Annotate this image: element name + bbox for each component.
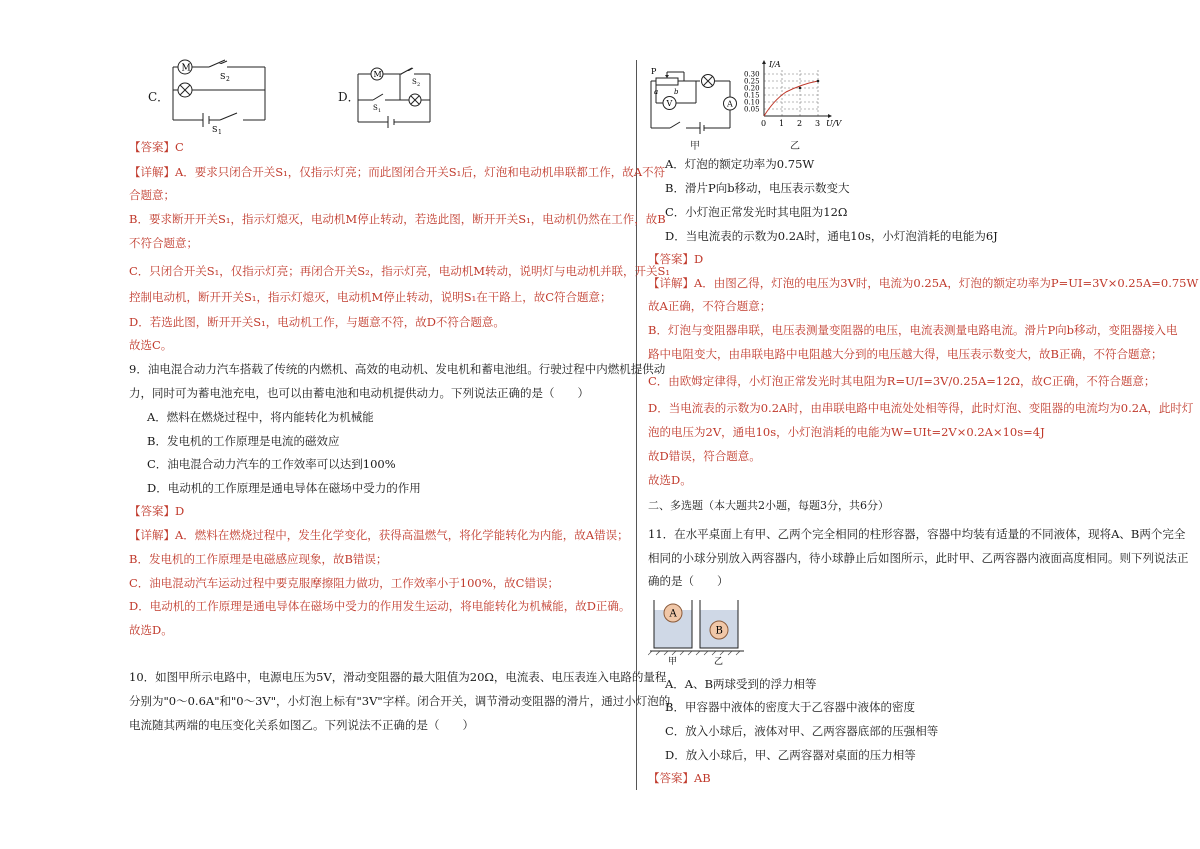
q10-option-c: C．小灯泡正常发光时其电阻为12Ω xyxy=(665,205,848,219)
q11-option-b: B．甲容器中液体的密度大于乙容器中液体的密度 xyxy=(665,700,915,714)
q8-detail-line: 不符合题意； xyxy=(129,236,198,250)
svg-text:a: a xyxy=(654,88,659,96)
circuit-jia-diagram xyxy=(648,62,748,138)
svg-text:S: S xyxy=(212,125,218,134)
graph-ylabel: I/A xyxy=(769,60,781,69)
q10-detail-line: C．由欧姆定律得，小灯泡正常发光时其电阻为R=U/I=3V/0.25A=12Ω，故C正确，不符合题意； xyxy=(648,374,1156,388)
q11-option-a: A．A、B两球受到的浮力相等 xyxy=(665,677,817,691)
q9-answer: 【答案】D xyxy=(129,504,185,518)
graph-ytick: 0.25 xyxy=(744,77,760,86)
q11-option-d: D．放入小球后，甲、乙两容器对桌面的压力相等 xyxy=(665,748,916,762)
q8-detail-line: D．若选此图，断开开关S₁，电动机工作，与题意不符，故D不符合题意。 xyxy=(129,315,505,329)
q11-stem-line: 11．在水平桌面上有甲、乙两个完全相同的柱形容器，容器中均装有适量的不同液体，现将A、B两个完全 xyxy=(648,527,1186,541)
svg-text:b: b xyxy=(674,88,679,96)
q10-stem-line: 电流随其两端的电压变化关系如图乙。下列说法不正确的是（ ） xyxy=(129,718,474,732)
q8-detail-line: 【详解】A．要求只闭合开关S₁，仅指示灯亮；而此图闭合开关S₁后，灯泡和电动机串联都工作，故A不符 xyxy=(129,165,666,179)
svg-text:S: S xyxy=(373,104,378,112)
circuit-d-diagram xyxy=(355,60,435,132)
svg-text:1: 1 xyxy=(378,108,382,114)
q9-option-b: B．发电机的工作原理是电流的磁效应 xyxy=(147,434,340,448)
container-yi-label: 乙 xyxy=(714,657,724,667)
q10-stem-line: 分别为"0～0.6A"和"0～3V"，小灯泡上标有"3V"字样。闭合开关，调节滑动变阻器的滑片，通过小灯泡的 xyxy=(129,694,671,708)
q10-option-d: D．当电流表的示数为0.2A时，通电10s，小灯泡消耗的电能为6J xyxy=(665,229,998,243)
container-jia-label: 甲 xyxy=(668,657,678,667)
graph-xlabel: U/V xyxy=(826,119,842,128)
graph-ytick: 0.30 xyxy=(744,70,760,79)
graph-ytick: 0.15 xyxy=(744,91,760,100)
q10-stem-line: 10．如图甲所示电路中，电源电压为5V，滑动变阻器的最大阻值为20Ω，电流表、电压表连入电路的量程 xyxy=(129,670,667,684)
ball-b-label: B xyxy=(715,625,723,637)
q8-answer: 【答案】C xyxy=(129,140,184,154)
svg-text:M: M xyxy=(181,63,191,74)
ball-a-label: A xyxy=(669,608,677,620)
q10-option-b: B．滑片P向b移动，电压表示数变大 xyxy=(665,181,850,195)
q11-option-c: C．放入小球后，液体对甲、乙两容器底部的压强相等 xyxy=(665,724,939,738)
q9-detail-line: 故选D。 xyxy=(129,623,173,637)
svg-text:S: S xyxy=(412,78,417,86)
svg-text:2: 2 xyxy=(417,82,421,88)
q10-detail-line: 故A正确，不符合题意； xyxy=(648,299,772,313)
graph-xtick: 3 xyxy=(815,119,821,128)
q10-detail-line: B．灯泡与变阻器串联，电压表测量变阻器的电压，电流表测量电路电流。滑片P向b移动，变阻器接入电 xyxy=(648,323,1178,337)
q10-option-a: A．灯泡的额定功率为0.75W xyxy=(665,157,815,171)
q10-detail-line: 路中电阻变大，由串联电路中电阻越大分到的电压越大得，电压表示数变大，故B正确，不符合题意； xyxy=(648,347,1163,361)
q9-detail-line: D．电动机的工作原理是通电导体在磁场中受力的作用发生运动，将电能转化为机械能，故D正确。 xyxy=(129,599,631,613)
graph-xtick: 1 xyxy=(779,119,785,128)
q10-answer: 【答案】D xyxy=(648,252,704,266)
circuit-c-diagram xyxy=(165,55,280,140)
q10-detail-line: D．当电流表的示数为0.2A时，由串联电路中电流处处相等得，此时灯泡、变阻器的电流均为0.2A，此时灯 xyxy=(648,401,1194,415)
svg-text:V: V xyxy=(666,99,673,108)
q9-option-c: C．油电混合动力汽车的工作效率可以达到100% xyxy=(147,457,396,471)
svg-text:1: 1 xyxy=(218,129,222,136)
q8-detail-line: 合题意； xyxy=(129,188,175,202)
figure-jia-caption: 甲 xyxy=(690,141,700,152)
graph-ytick: 0.05 xyxy=(744,105,760,114)
svg-text:P: P xyxy=(651,67,657,76)
svg-text:2: 2 xyxy=(226,76,230,83)
q9-stem-line: 力，同时可为蓄电池充电，也可以由蓄电池和电动机提供动力。下列说法正确的是（ ） xyxy=(129,386,589,400)
graph-xtick: 2 xyxy=(797,119,803,128)
option-d-label: D． xyxy=(338,90,360,104)
q9-detail-line: B．发电机的工作原理是电磁感应现象，故B错误； xyxy=(129,552,388,566)
graph-ytick: 0.10 xyxy=(744,98,760,107)
q8-detail-line: C．只闭合开关S₁，仅指示灯亮；再闭合开关S₂，指示灯亮，电动机M转动，说明灯与电动机并联，开关S₁ xyxy=(129,264,671,278)
q10-detail-line: 【详解】A．由图乙得，灯泡的电压为3V时，电流为0.25A，灯泡的额定功率为P=UI=3V×0.25A=0.75W xyxy=(648,276,1199,290)
q10-detail-line: 故D错误，符合题意。 xyxy=(648,449,761,463)
q9-option-d: D．电动机的工作原理是通电导体在磁场中受力的作用 xyxy=(147,481,421,495)
q8-detail-line: 故选C。 xyxy=(129,338,173,352)
figure-yi-caption: 乙 xyxy=(790,141,800,152)
q9-option-a: A．燃料在燃烧过程中，将内能转化为机械能 xyxy=(147,410,374,424)
q8-detail-line: 控制电动机，断开开关S₁，指示灯熄灭，电动机M停止转动，说明S₁在干路上，故C符合题意； xyxy=(129,290,612,304)
q9-detail-line: C．油电混动汽车运动过程中要克服摩擦阻力做功，工作效率小于100%，故C错误； xyxy=(129,576,559,590)
q9-detail-line: 【详解】A．燃料在燃烧过程中，发生化学变化，获得高温燃气，将化学能转化为内能，故A错误； xyxy=(129,528,629,542)
svg-text:A: A xyxy=(727,99,733,109)
q10-detail-line: 故选D。 xyxy=(648,473,692,487)
svg-text:S: S xyxy=(220,72,226,81)
graph-xtick: 0 xyxy=(761,119,767,128)
iu-graph xyxy=(742,60,852,140)
containers-figure xyxy=(648,596,748,668)
q11-stem-line: 相同的小球分别放入两容器内，待小球静止后如图所示，此时甲、乙两容器内液面高度相同。则下列说法正 xyxy=(648,551,1189,565)
graph-ytick: 0.20 xyxy=(744,84,760,93)
q8-detail-line: B．要求断开开关S₁，指示灯熄灭，电动机M停止转动，若选此图，断开开关S₁，电动机仍然在工作，故B xyxy=(129,212,666,226)
option-c-label: C． xyxy=(148,90,170,104)
q9-stem-line: 9．油电混合动力汽车搭载了传统的内燃机、高效的电动机、发电机和蓄电池组。行驶过程中内燃机提供动 xyxy=(129,362,666,376)
svg-text:M: M xyxy=(373,70,382,79)
section-multi-choice-heading: 二、多选题（本大题共2小题，每题3分，共6分） xyxy=(648,499,889,512)
q11-answer: 【答案】AB xyxy=(648,771,711,785)
q10-detail-line: 泡的电压为2V，通电10s，小灯泡消耗的电能为W=UIt=2V×0.2A×10s=4J xyxy=(648,425,1045,439)
q11-stem-line: 确的是（ ） xyxy=(648,574,729,588)
